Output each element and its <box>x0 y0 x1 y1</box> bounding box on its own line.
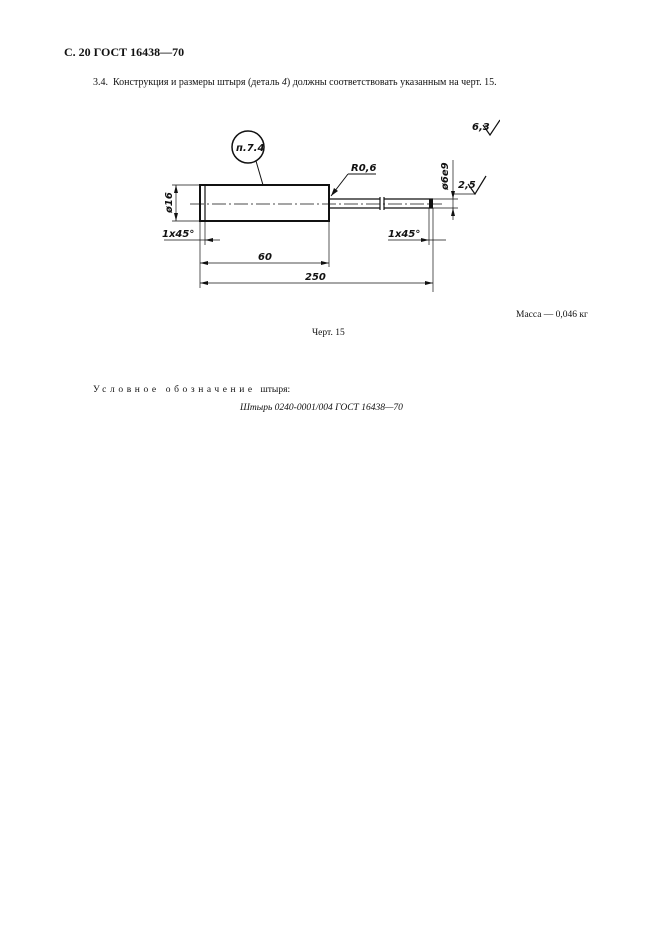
note-ref-leader <box>256 161 263 185</box>
technical-drawing <box>150 110 500 300</box>
clause-number: 3.4. <box>93 77 108 88</box>
roughness-general-label: 6,3 <box>472 122 490 133</box>
chamfer-right-label: 1х45° <box>388 229 421 240</box>
length-total-label: 250 <box>305 272 326 283</box>
figure-caption: Черт. 15 <box>312 328 345 338</box>
roughness-local-label: 2,5 <box>458 180 476 191</box>
designation-label-tail: штыря: <box>260 385 291 395</box>
length-head-label: 60 <box>258 252 272 263</box>
designation-value: Штырь 0240-0001/004 ГОСТ 16438—70 <box>240 403 403 413</box>
clause-paragraph <box>93 77 497 88</box>
designation-label-spaced: Условное обозначение <box>93 385 256 395</box>
mass-note: Масса — 0,046 кг <box>516 310 588 320</box>
detail-number: 4 <box>281 77 287 88</box>
page-title: С. 20 ГОСТ 16438—70 <box>64 45 185 59</box>
pin-head <box>200 185 329 221</box>
clause-text-start: Конструкция и размеры штыря (деталь <box>113 77 282 88</box>
dia-large-label: ø16 <box>164 192 175 213</box>
chamfer-left-label: 1х45° <box>162 229 195 240</box>
radius-label: R0,6 <box>351 163 377 174</box>
note-ref-label: п.7.4 <box>236 143 265 154</box>
shank-tip <box>429 199 433 208</box>
designation-label <box>93 385 290 395</box>
clause-text-end: ) должны соответствовать указанным на черт. 15. <box>286 77 497 88</box>
dia-small-label: ø6е9 <box>440 162 451 190</box>
